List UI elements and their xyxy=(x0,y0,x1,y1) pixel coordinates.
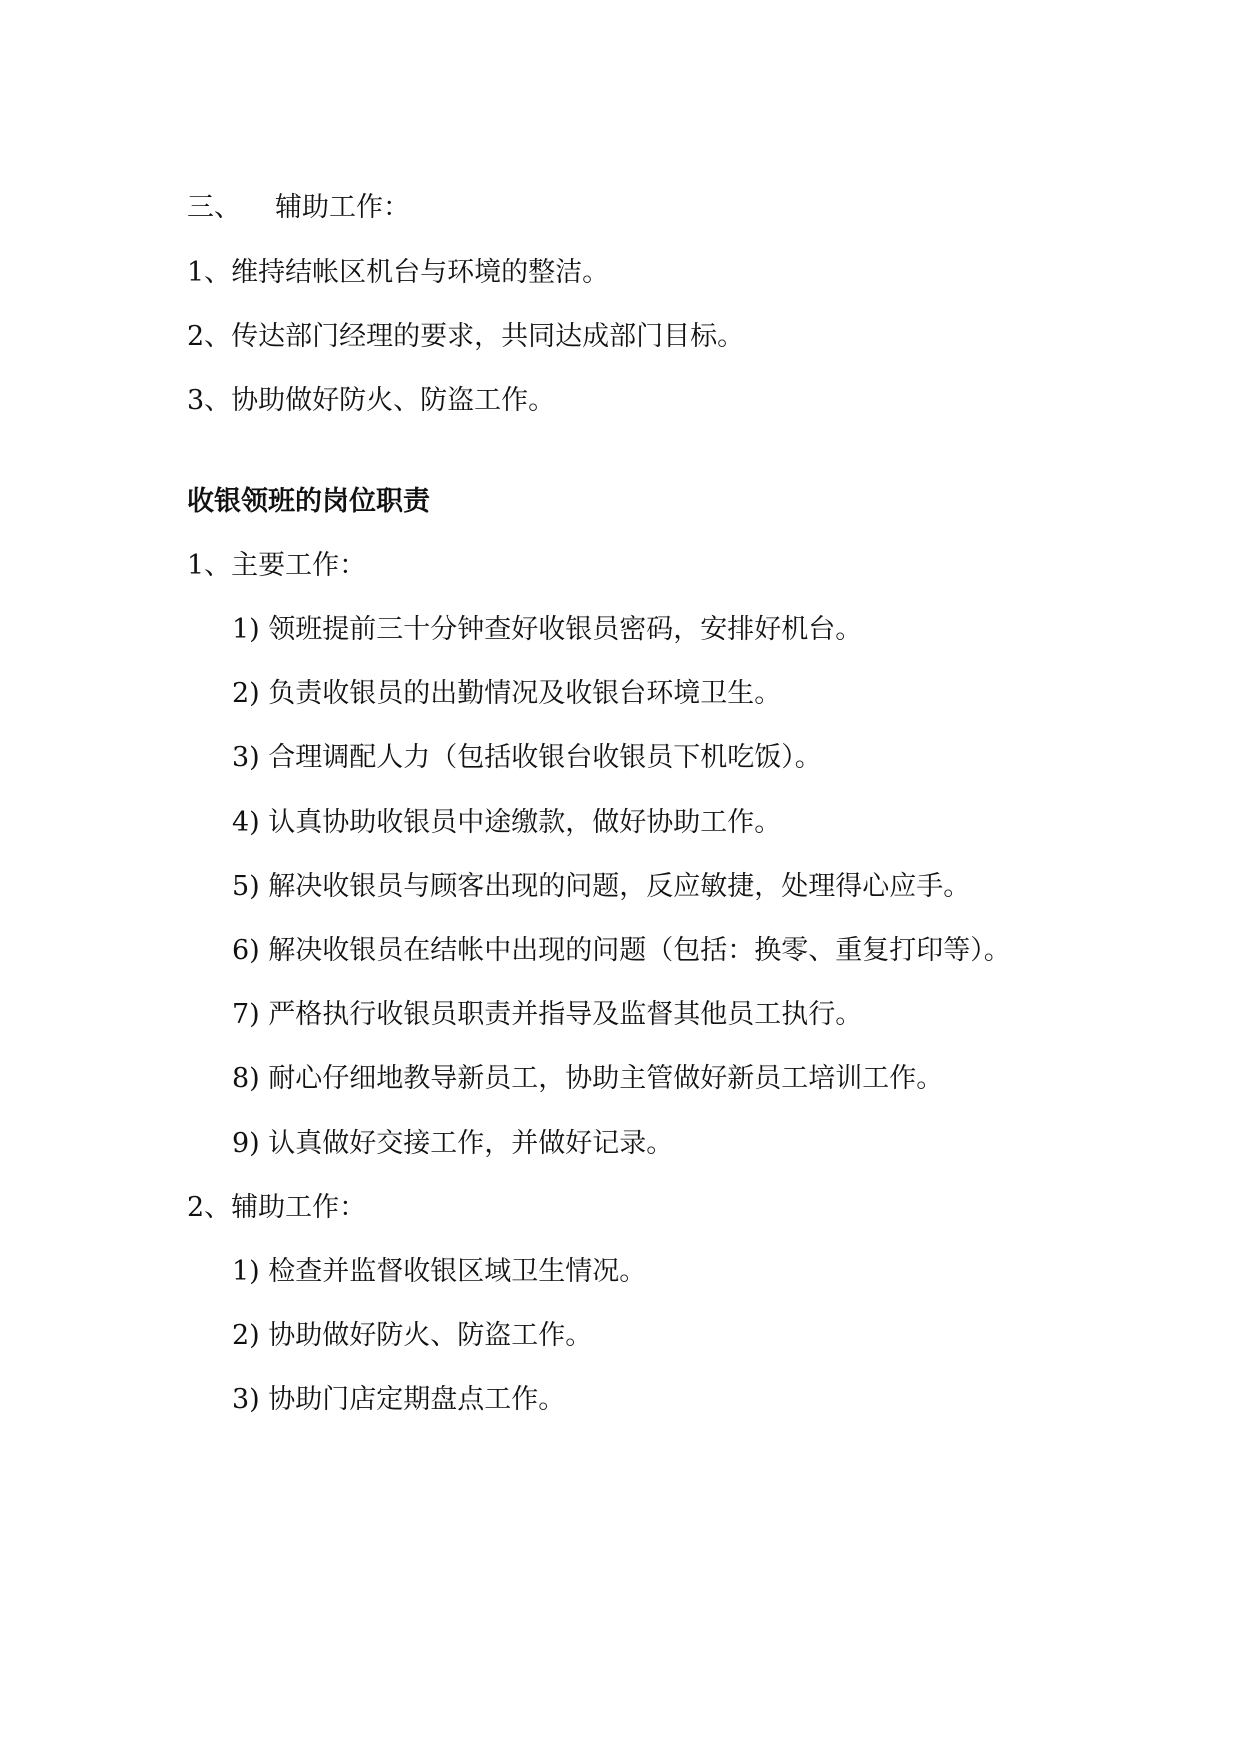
main-work-item: 8) 耐心仔细地教导新员工，协助主管做好新员工培训工作。 xyxy=(232,1063,944,1094)
main-work-item: 6) 解决收银员在结帐中出现的问题（包括：换零、重复打印等）。 xyxy=(232,935,1011,966)
cashier-lead-duties-title: 收银领班的岗位职责 xyxy=(187,486,430,517)
aux-work-item: 1) 检查并监督收银区域卫生情况。 xyxy=(232,1256,647,1287)
main-work-item: 2) 负责收银员的出勤情况及收银台环境卫生。 xyxy=(232,678,782,709)
main-work-item: 3) 合理调配人力（包括收银台收银员下机吃饭）。 xyxy=(232,742,822,773)
section-3-title: 辅助工作： xyxy=(275,192,410,223)
section-3-item: 2、传达部门经理的要求，共同达成部门目标。 xyxy=(187,321,745,352)
aux-work-item: 3) 协助门店定期盘点工作。 xyxy=(232,1384,566,1415)
main-work-item: 5) 解决收银员与顾客出现的问题，反应敏捷，处理得心应手。 xyxy=(232,871,971,902)
main-work-item: 9) 认真做好交接工作，并做好记录。 xyxy=(232,1128,674,1159)
section-3-heading xyxy=(187,191,410,225)
aux-work-heading: 2、辅助工作： xyxy=(187,1192,367,1223)
main-work-item: 7) 严格执行收银员职责并指导及监督其他员工执行。 xyxy=(232,999,863,1030)
section-3-number: 三、 xyxy=(187,192,241,223)
main-work-heading: 1、主要工作： xyxy=(187,550,367,581)
main-work-item: 1) 领班提前三十分钟查好收银员密码，安排好机台。 xyxy=(232,614,863,645)
main-work-item: 4) 认真协助收银员中途缴款，做好协助工作。 xyxy=(232,807,782,838)
section-3-item: 3、协助做好防火、防盗工作。 xyxy=(187,385,556,416)
aux-work-item: 2) 协助做好防火、防盗工作。 xyxy=(232,1320,593,1351)
section-3-item: 1、维持结帐区机台与环境的整洁。 xyxy=(187,257,610,288)
